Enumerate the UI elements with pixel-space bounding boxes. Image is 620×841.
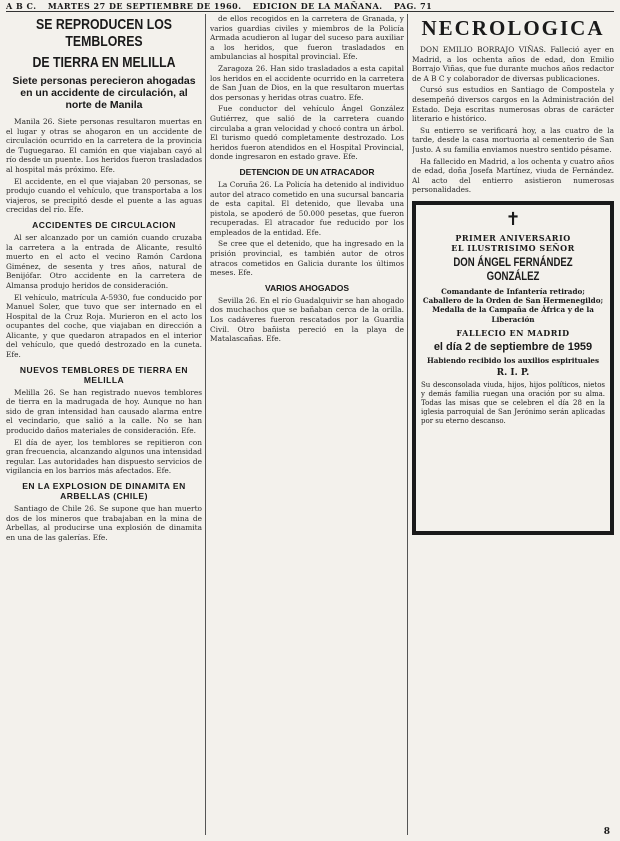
obituary-sacraments: Habiendo recibido los auxilios espirituales [426,355,600,365]
headline-deck: Siete personas perecieron ahogadas en un accidente de circulación, al norte de Manila [12,75,196,111]
article-paragraph: Al ser alcanzado por un camión cuando cruzaba la carretera a la entrada de Alicante, resultó muerto en el acto el vecino Ramón Cardona Giménez, de sesenta y tres años, natural de Benijófar. Otro accidente en la carretera de Almansa produjo heridos de consideración. [6,232,202,290]
obituary-honorific: EL ILUSTRISIMO SEÑOR [451,242,575,253]
article-paragraph: El vehículo, matrícula A-5930, fue conducido por Manuel Soler, que tuvo que ser internado en el Hospital de la Cruz Roja. Murieron en el acto los ocupantes del coche, que viajaban en dirección a Alicante, y que quedaron atrapados en el interior del vehículo, que quedó destrozado en la cuneta. Efe. [6,292,202,360]
article-paragraph: El día de ayer, los temblores se repitieron con gran frecuencia, alcanzando algunos una intensidad regular. Las autoridades han dispuesto servicios de vigilancia en los barrios más afectados. Efe. [6,437,202,476]
necrology-title: NECROLOGICA [421,16,605,40]
obituary-notice [412,201,614,535]
article-paragraph: Melilla 26. Se han registrado nuevos temblores de tierra en la madrugada de hoy. Aunque no han sido de gran intensidad han causado alarma entre el vecindario, que salió a la calle. No se han producido daños materiales de consideración. Efe. [6,387,202,436]
article-paragraph: de ellos recogidos en la carretera de Granada, y varios guardias civiles y miembros de la Policía Armada acudieron al lugar del suceso para auxiliar a los heridos, que fueron trasladados en ambulancias al hospital provincial. Efe. [210,14,404,62]
masthead-page: PAG. 71 [393,1,433,11]
article-paragraph: Sevilla 26. En el río Guadalquivir se han ahogado dos muchachos que se bañaban cerca de la orilla. Los cadáveres fueron rescatados por la Guardia Civil. Otro bañista pereció en la playa de Matalascañas. Efe. [210,295,404,344]
article-paragraph: Santiago de Chile 26. Se supone que han muerto dos de los mineros que trabajaban en la mina de Arbellas, al producirse una explosión de dinamita en una de las galerías. Efe. [6,504,202,542]
article-paragraph: La Coruña 26. La Policía ha detenido al individuo autor del atraco cometido en una sucursal bancaria de esta capital. El detenido, que llevaba una pistola, se apoderó de 50.000 pesetas, que fueron recuperadas. El atracador fue reducido por los empleados de la entidad. Efe. [210,179,404,237]
article-paragraph: Manila 26. Siete personas resultaron muertas en el lugar y otras se ahogaron en un accidente de circulación ocurrido en la carretera de la provincia de Tuguegarao. El camión en que viajaban cayó al río desde un puente. Los heridos fueron trasladados al hospital más próximo. Efe. [6,117,202,174]
masthead-date: MARTES 27 DE SEPTIEMBRE DE 1960. [47,1,242,11]
article-paragraph: Zaragoza 26. Han sido trasladados a esta capital los heridos en el accidente ocurrido en la carretera de San Juan de Dios, en la que resultaron muertas dos personas y heridas otras cuatro. Efe. [210,63,404,102]
article-paragraph: Ha fallecido en Madrid, a los ochenta y cuatro años de edad, doña Josefa Martínez, viuda de Fernández. Al acto del entierro asistieron numerosas personalidades. [412,156,614,195]
cross-icon: ✝ [505,208,521,230]
column-middle [210,14,404,835]
page-number: 8 [603,827,610,837]
article-paragraph: Se cree que el detenido, que ha ingresado en la prisión provincial, es también autor de otros atracos cometidos en Galicia durante los últimos meses. Efe. [210,239,404,278]
column-divider [407,14,408,835]
headline-line-2: DE TIERRA EN MELILLA [32,54,176,71]
masthead-edition: EDICION DE LA MAÑANA. [252,1,383,11]
section-subhead: NUEVOS TEMBLORES DE TIERRA EN MELILLA [19,364,189,385]
section-subhead: ACCIDENTES DE CIRCULACION [32,219,176,230]
section-subhead: VARIOS AHOGADOS [264,282,350,293]
page-masthead [6,1,614,12]
column-left [6,14,202,835]
column-divider [205,14,206,835]
section-subhead: DETENCION DE UN ATRACADOR [239,166,375,177]
section-subhead: EN LA EXPLOSION DE DINAMITA EN ARBELLAS (CHILE) [22,481,186,501]
masthead-paper: A B C. [6,1,37,11]
obituary-date: el día 2 de septiembre de 1959 [433,340,593,353]
obituary-description: Comandante de Infantería retirado; Caballero de la Orden de San Hermenegildo; Medalla de la Campaña de África y de la Liberación [422,286,604,324]
obituary-body: Su desconsolada viuda, hijos, hijos políticos, nietos y demás familia ruegan una oración por su alma. Todas las misas que se celebren el día 28 en la iglesia parroquial de San Jerónimo serán aplicadas por su eterno descanso. [421,380,605,425]
obituary-rip: R. I. P. [496,367,530,378]
column-right [412,14,614,835]
obituary-name: DON ÁNGEL FERNÁNDEZ GONZÁLEZ [453,254,573,283]
headline-line-1: SE REPRODUCEN LOS TEMBLORES [35,16,172,50]
article-paragraph: El accidente, en el que viajaban 20 personas, se produjo cuando el vehículo, que transportaba a los viajeros, se precipitó desde el puente a las aguas crecidas del río. Efe. [6,176,202,215]
article-paragraph: DON EMILIO BORRAJO VIÑAS. Falleció ayer en Madrid, a los ochenta años de edad, don Emilio Borrajo Viñas, que fue durante muchos años redactor de A B C y colaborador de diversas publicaciones. [412,45,614,83]
article-paragraph: Fue conductor del vehículo Ángel González Gutiérrez, que salió de la carretera cuando circulaba a gran velocidad y chocó contra un árbol. El turismo quedó completamente destrozado. Los heridos fueron atendidos en el Hospital Provincial, donde ingresaron en estado grave. Efe. [210,104,404,162]
obituary-anniversary: PRIMER ANIVERSARIO [455,232,571,243]
obituary-death-place: FALLECIO EN MADRID [456,327,570,338]
article-paragraph: Cursó sus estudios en Santiago de Compostela y desempeñó diversos cargos en la Administración del Estado. Deja escritas numerosas obras de carácter literario e histórico. [412,85,614,124]
article-paragraph: Su entierro se verificará hoy, a las cuatro de la tarde, desde la casa mortuoria al cementerio de San Justo. A su familia enviamos nuestro sentido pésame. [412,125,614,154]
